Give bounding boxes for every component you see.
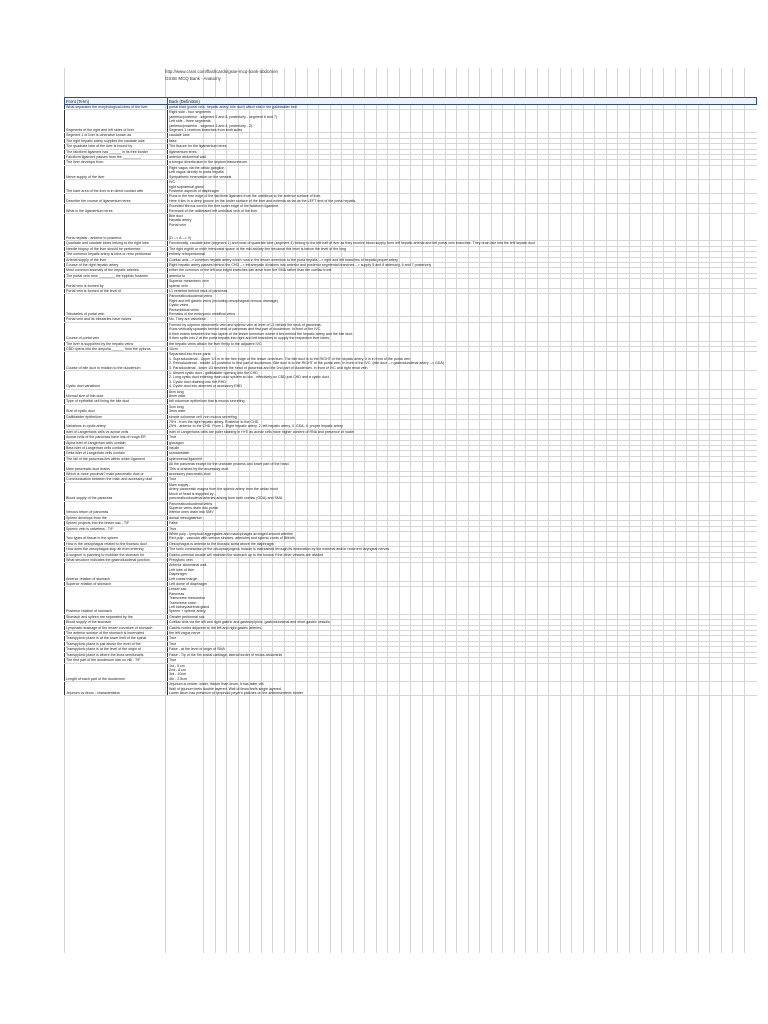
card-row: [65, 194, 757, 204]
card-back-line: (anterior/posterior - segment 5 and 8, posteriorly - segment 6 and 7): [169, 114, 278, 119]
card-back-line: Left side - three segments: [169, 119, 211, 124]
card-row: [65, 389, 757, 399]
card-back-line: False: [169, 521, 178, 526]
card-back-line: Jejunum is redder, wider, thicker than ileum. It has taller villi.: [169, 682, 265, 687]
card-back-line: right suprarenal gland: [169, 184, 204, 189]
card-back-line: Formed by superior mesenteric vein and splenic vein at level of L1 behind the neck of pancreas.: [169, 322, 322, 327]
card-back-line: IVC: [169, 180, 175, 185]
card-row: [65, 682, 757, 696]
card-back-line: 3. Cystic duct draining into the RHD: [169, 379, 226, 384]
card-front: Portal vein is formed at the level of: [65, 289, 168, 294]
card-back-line: Prepyloric vein: [169, 557, 193, 562]
card-back: [168, 531, 757, 541]
card-front: Two types of tissue in the spleen: [65, 531, 168, 541]
card-front: Portal vein and its tributaries have valves: [65, 317, 168, 322]
card-back-line: Spleen + splenic artery: [169, 609, 206, 614]
card-back-line: portal triad (portal vein, hepatic artery, bile duct) which sits in the gallbladder bed: [169, 105, 297, 109]
card-front: The tail of the pancreas lies within which ligament: [65, 456, 168, 461]
card-back-line: 3mm wide: [169, 409, 186, 414]
card-back-line: Islet of Langerhans cells are paler staining in H+E as acinar cells have higher content of RNA and presence of nuclei: [169, 429, 355, 434]
card-front: Size of cystic duct: [65, 404, 168, 414]
card-front: Course of the right hepatic artery: [65, 263, 168, 268]
card-back-line: Rounded fibrous cord in the free lower edge of the falciform ligament: [169, 204, 279, 209]
card-back-line: Right side - four segments: [169, 110, 211, 115]
card-back-line: It then enters between the two layers of the lesser omentum where it lies behind the hepatic artery and the bile duct.: [169, 331, 354, 336]
card-back-line: False - at the level of origin of SMA: [169, 647, 225, 652]
card-back-line: True: [169, 477, 177, 482]
card-row: [65, 420, 757, 430]
card-row: [65, 213, 757, 240]
card-back: [168, 294, 757, 317]
card-back: [168, 213, 757, 240]
card-front: The bare area of the liver is in direct contact with: [65, 180, 168, 194]
card-front: What is the ligamentum teres: [65, 204, 168, 214]
card-front: The quadrate lobe of the liver is bound by: [65, 144, 168, 149]
card-row: [65, 563, 757, 582]
card-back-line: 10cm: [169, 346, 178, 351]
card-front: Transpyloric plane is where the linea semilunaris: [65, 652, 168, 657]
card-back: [168, 682, 757, 696]
card-back: [168, 279, 757, 289]
card-row: [65, 294, 757, 317]
card-back-line: entirely retroperitoneal: [169, 252, 205, 257]
meta-value: GSSE MCQ Bank - Anatomy: [165, 76, 221, 81]
card-back-line: 1. Supraduodenal - Upper 1/3 is in the free edge of the lesser omentum. The bile duct is to the RIGHT of the hepatic artery. It is in front of the portal vein: [169, 356, 411, 361]
card-back: [168, 194, 757, 204]
card-back-line: 4. Cystic duct into aberrant or accessory RHD: [169, 384, 242, 389]
card-back-line: anterior to: [169, 273, 186, 278]
card-back-line: Runs vertically upwards behind neck of pancreas and first part of duodenum. In front of the IVC.: [169, 327, 322, 332]
card-back: [168, 501, 757, 515]
card-back-line: Right hepatic artery passes behind the CHD --> intrahepatic divisions into anterior and posterior segmental branches --> supply 5 and 8 anteriorly, 6 and 7 posteriorly: [169, 263, 432, 267]
card-front: The liver develops from: [65, 160, 168, 165]
card-back-line: Transverse mesocolon: [169, 596, 206, 601]
card-back-line: 4th - 2.5cm: [169, 676, 187, 681]
card-back-line: Artery pancreatic magna from the splenic artery from the celiac trunk: [169, 487, 279, 492]
flashcard-table: [64, 97, 757, 696]
card-back-line: splenic vein: [169, 283, 188, 288]
card-back-line: Transverse colon: [169, 600, 197, 605]
card-row: [65, 352, 757, 371]
card-back-line: Remains of the embryonic umbilical veins: [169, 312, 236, 317]
card-front: Spleen develops from the: [65, 515, 168, 520]
card-front: The liver is supported by the hepatic veins: [65, 341, 168, 346]
card-back-line: The right eighth or ninth intercostal space in the mid axillary line because this level is below the level of the lung: [169, 246, 346, 251]
card-back-line: (D --> A --> V): [169, 235, 192, 240]
card-back-line: True: [169, 435, 177, 440]
card-back-line: Cystic veins: [169, 303, 189, 308]
card-back-line: Anterior abdominal wall: [169, 563, 207, 568]
card-back: [168, 370, 757, 389]
card-back-line: True: [169, 641, 177, 646]
card-front: The first part of the duodenum has no villi - T/F: [65, 658, 168, 663]
card-front: Describe the course of ligamentum teres: [65, 194, 168, 204]
card-back-line: Greater peritoneal sac: [169, 614, 205, 619]
card-back-line: The fissure for the ligamentum teres: [169, 144, 227, 149]
card-back-line: Left dome of diaphragm: [169, 582, 207, 586]
card-front: Transpyloric plane is just above the level of the: [65, 641, 168, 646]
card-back-line: Oesophagus is anterior to the thoracic aorta above the diaphragm: [169, 541, 274, 546]
card-front: Segments of the right and left sides of liver: [65, 110, 168, 133]
card-front: Porta hepatis - anterior to posterior: [65, 213, 168, 240]
card-back-line: Gastric nodes adjacent to the left and right gastric arteries: [169, 625, 262, 630]
card-back-line: 1st - 5 cm: [169, 663, 185, 668]
card-front: Beta islet of Langerhan cells contain: [65, 446, 168, 451]
card-row: [65, 531, 757, 541]
card-front: Spleen projects into the lesser sac - T/F: [65, 521, 168, 526]
header-row: [65, 98, 757, 105]
card-back-line: Periumbilical veins: [169, 307, 199, 312]
card-front: Tributaries of portal vein: [65, 294, 168, 317]
card-front: Alpha islet of Langerhan cells contain: [65, 440, 168, 445]
card-back-line: Separated into three parts: [169, 352, 211, 357]
card-back-line: Pancreaticoduodenal veins: [169, 294, 213, 299]
card-front: Normal size of bile duct: [65, 389, 168, 399]
card-front: Course of portal vein: [65, 322, 168, 341]
card-row: [65, 370, 757, 389]
card-back-line: Pancreas: [169, 591, 185, 596]
card-front: A surgeon is planning to mobilise the stomach for: [65, 552, 168, 557]
card-front: Communication between the main and accessory duct: [65, 477, 168, 482]
card-back-line: Left vagus directly to porta hepatis: [169, 170, 224, 175]
card-back: [168, 352, 757, 371]
card-back: [168, 180, 757, 194]
card-back-line: Functionally, caudate lobe (segment 1) and most of quadrate lobe (segment 4) belong to the left half of liver as they receive blood supply from left hepatic arterial and left portal vein branches. They drain bile into the left hepatic duct: [169, 241, 536, 246]
card-back-line: Superior mesenteric vein: [169, 279, 209, 284]
card-back-line: splenorenal ligament: [169, 456, 203, 461]
card-back: [168, 462, 757, 472]
card-front: What separates the morphological lobes of the liver: [65, 105, 168, 110]
card-back-line: Superior veins drain into portal: [169, 505, 218, 510]
card-back: [168, 420, 757, 430]
card-front: Needle biopsy of the liver should be performed: [65, 246, 168, 251]
card-back-line: 2. Retroduodenal - middle 1/3 posterior to first part of duodenum. Bile duct is to the RIGHT of the portal vein. In front of the IVC. (bile duct --> gastroduodenal artery --> GDA): [169, 361, 444, 366]
card-back-line: Diaphragm: [169, 572, 187, 577]
front-column-header: Front (Term): [65, 98, 168, 105]
card-front: What structure indicates the gastroduodenal junction: [65, 557, 168, 562]
card-back-line: 8mm wide: [169, 393, 186, 398]
card-back-line: Right and left gastric veins (including oesophageal venous drainage): [169, 298, 278, 303]
card-back-line: Left costal margin: [169, 576, 198, 581]
card-front: Delta islet of Langerhan cells contain: [65, 451, 168, 456]
card-back-line: This is drained by the accessory duct.: [169, 466, 230, 471]
card-front: Blood supply of the stomach: [65, 620, 168, 625]
card-back-line: White pulp - lymphoid aggregates and macrophages arranged around arteries: [169, 531, 293, 536]
card-row: [65, 279, 757, 289]
card-front: The portal vein runs ________ the epiploic foramen: [65, 273, 168, 278]
card-back-line: Lesser sac: [169, 587, 187, 592]
card-back-line: The tonic contraction of the cricopharyngeus muscle is maintained through its innervation by the external and/or recurrent laryngeal nerves: [169, 547, 390, 552]
card-back-line: Right vagus via the celiac ganglion: [169, 165, 225, 170]
card-front: Length of each part of the duodenum: [65, 663, 168, 682]
card-row: [65, 404, 757, 414]
card-front: Superior relation of stomach: [65, 582, 168, 587]
card-row: [65, 180, 757, 194]
card-front: Acinar cells of the pancreas have lots of rough ER: [65, 435, 168, 440]
card-back: [168, 110, 757, 133]
card-back-line: pancreaticoduodenal arteries arising from both coeliac (GDA) and SMA: [169, 496, 283, 501]
card-back: [168, 482, 757, 501]
card-front: Type of epithelial cell lining the bile duct: [65, 399, 168, 404]
card-front: Cystic duct variations: [65, 370, 168, 389]
card-front: Jejunum vs ileum - characteristics: [65, 682, 168, 696]
card-front: Gallbladder epithelium: [65, 414, 168, 419]
card-back-line: True: [169, 526, 177, 531]
card-back-line: accessory pancreatic duct: [169, 472, 211, 477]
card-back-line: false: [169, 138, 177, 143]
card-front: Transpyloric plane is at the level of the origin of: [65, 647, 168, 652]
card-row: [65, 110, 757, 133]
card-back-line: Red pulp - vascular with venous sinuses, arterioles and splenic cords of Billroth: [169, 536, 295, 541]
card-front: Main pancreatic duct drains: [65, 462, 168, 472]
card-back-line: Gastro-omental arcade will maintain the stomach up to the fundus if the other vessels are divided: [169, 552, 324, 557]
card-back-line: 3. Paraduodenal - lower 1/3 between the head of pancreas and the 2nd part of duodenum. In front of IVC and right renal vein.: [169, 365, 369, 370]
card-back-line: simple columnar cell, non mucus secreting: [169, 414, 237, 419]
card-back-line: Inferior ones drain into SMV: [169, 510, 214, 515]
card-front: Portal vein is formed by: [65, 279, 168, 289]
card-back-line: Runs in the free edge of the falciform ligament from the umbilicus to the anterior surface of liver.: [169, 194, 322, 199]
card-back-line: Coeliac axis via the left and right gastric and gastroepiploic, gastroduodenal and short gastric vessels: [169, 620, 330, 625]
card-front: The anterior surface of the stomach is innervated: [65, 631, 168, 636]
card-front: Nerve supply of the liver: [65, 165, 168, 179]
card-back-line: Wall of jejunum feels double layered. Wall of ileum feels single layered.: [169, 686, 282, 691]
card-front: Variations in cystic artery: [65, 420, 168, 430]
card-front: Posterior relation of stomach: [65, 587, 168, 614]
card-back: [168, 404, 757, 414]
card-back-line: 8cm long: [169, 389, 184, 394]
card-back: [168, 663, 757, 682]
card-back-line: Sympathetic innervation on the vessels: [169, 174, 232, 179]
card-back: [168, 204, 757, 214]
card-back-line: Bile duct: [169, 213, 183, 218]
card-back-line: 75% - from the right hepatic artery. Posterior to the CHD.: [169, 420, 260, 424]
card-front: Blood supply of the pancreas: [65, 482, 168, 501]
card-front: Falciform ligament passes from the _________: [65, 155, 168, 160]
card-back-line: a foregut diverticulum in the septum transversum: [169, 160, 247, 165]
card-front: Quadrate and caudate lobes belong to the right lobe: [65, 241, 168, 246]
card-back: [168, 587, 757, 614]
card-back-line: ligamentum teres: [169, 149, 197, 154]
card-back-line: False - Tip of the 9th costal cartilage; lateral border of rectus abdominis: [169, 652, 283, 657]
card-front: Stomach and spleen are separated by the: [65, 614, 168, 619]
card-back-line: tall columnar epithelium that is mucus secreting: [169, 399, 245, 404]
card-front: How is the oesophagus related to the thoracic duct: [65, 541, 168, 546]
card-back-line: anterior abdominal wall: [169, 155, 206, 160]
card-back-line: 3rd - 10cm: [169, 672, 187, 677]
card-back-line: dorsal mesogastrium: [169, 515, 203, 520]
card-front: Transpyloric plane is at the lower limit of the spinal: [65, 636, 168, 641]
card-row: [65, 165, 757, 179]
card-back-line: True: [169, 658, 177, 663]
card-back-line: Coeliac axis --> common hepatic artery which runs in the lesser omentum to the porta hepatis --> right and left branches of hepatic proper artery: [169, 257, 398, 262]
card-back-line: No. They are valveless: [169, 317, 206, 322]
card-back: [168, 389, 757, 399]
card-row: [65, 322, 757, 341]
card-back-line: Pancreaticoduodenal veins: [169, 501, 213, 506]
card-back-line: It then splits into 2 at the porta hepatis into right and left branches to supply the respective liver lobes.: [169, 336, 331, 341]
back-column-header: Back (Definition): [168, 98, 757, 105]
card-back-line: All the pancreas except for the uncinate process and lower part of the head.: [169, 462, 290, 467]
card-back-line: the hepatic veins attach the liver firmly to the adjacent IVC: [169, 341, 262, 346]
card-back-line: 2. Long cystic duct entering main duct system so low - effectively no CBD just CHD and a cystic duct.: [169, 375, 330, 380]
card-row: [65, 587, 757, 614]
card-front: Segment 1 of liver is otherwise known as: [65, 133, 168, 138]
card-back-line: Portal vein: [169, 222, 186, 227]
card-back-line: True: [169, 636, 177, 641]
card-front: Arterial supply of the liver: [65, 257, 168, 262]
card-back-line: 25% - anterior to the CHD. From 1. Right hepatic artery, 2. left hepatic artery, 3. GDA, 4. proper hepatic artery: [169, 424, 343, 429]
card-back: [168, 322, 757, 341]
card-front: CBD opens into the ampulla ______ from the pylorus: [65, 346, 168, 351]
card-front: Most common anomaly of the hepatic arteries: [65, 268, 168, 273]
card-back-line: Here it lies in a deep groove on the under surface of the liver and extends as far as the LEFT end of the porta hepatis.: [169, 198, 357, 203]
card-back-line: somatostatin: [169, 451, 190, 456]
card-back: [168, 563, 757, 582]
card-back-line: 1. Absent cystic duct - gallbladder opening into the CHD: [169, 370, 258, 375]
card-back-line: caudate lobe: [169, 133, 190, 138]
card-front: Splenic vein is valveless - T/F: [65, 526, 168, 531]
card-back-line: Left kidney/adrenal gland: [169, 605, 210, 610]
card-front: The right hepatic artery supplies the caudate lobe: [65, 138, 168, 143]
card-row: [65, 663, 757, 682]
card-back-line: the left vagus nerve: [169, 631, 201, 636]
card-row: [65, 462, 757, 472]
card-front: The common hepatic artery is intra or retro peritoneal: [65, 252, 168, 257]
card-back-line: Much of head is supplied by -: [169, 491, 216, 496]
card-back-line: L1 vertebra behind neck of pancreas: [169, 289, 228, 294]
card-row: [65, 204, 757, 214]
card-row: [65, 501, 757, 515]
card-front: Venous return of pancreas: [65, 501, 168, 515]
card-back-line: Segment 1 receives branches from both sides: [169, 128, 243, 133]
card-back-line: Main supply -: [169, 482, 191, 487]
card-row: [65, 482, 757, 501]
card-back: [168, 165, 757, 179]
card-back-line: 3cm long: [169, 404, 184, 409]
card-back-line: Remnant of the obliterated left umbilical vein of the liver: [169, 208, 258, 213]
card-front: The falciform ligament has ______ in its free border: [65, 149, 168, 154]
card-back-line: Hepatic artery: [169, 218, 192, 223]
card-front: Course of bile duct in relation to the duodenum: [65, 352, 168, 371]
card-front: Anterior relation of stomach: [65, 563, 168, 582]
meta-value: http://www.cram.com/flashcards/gsse-mcq-bank-abdomen: [165, 69, 278, 74]
card-back-line: glucagon: [169, 440, 184, 445]
card-front: Which is more proximal? main pancreatic duct or: [65, 472, 168, 477]
card-back-line: Lower ileum has presence of lymphoid peyer's patches on the antimesenteric border: [169, 690, 304, 695]
card-back-line: Left lobe of liver: [169, 567, 195, 572]
card-front: Islet of Langerhans cells vs acinar cells: [65, 429, 168, 434]
card-back-line: insulin: [169, 446, 180, 451]
card-back-line: Posterior aspects of diaphragm: [169, 188, 219, 193]
card-back-line: (anterior/posterior - segment 3 and 4, posteriorly - 2): [169, 123, 253, 128]
card-front: How does the oesophagus stop air from entering: [65, 547, 168, 552]
card-back-line: either the common or the left and bright branches can arise from the SMA rather than the coeliac trunk: [169, 268, 332, 273]
card-back-line: 2nd - 8 cm: [169, 667, 186, 672]
card-front: Lymphatic drainage of the lesser curvature of stomach: [65, 625, 168, 630]
